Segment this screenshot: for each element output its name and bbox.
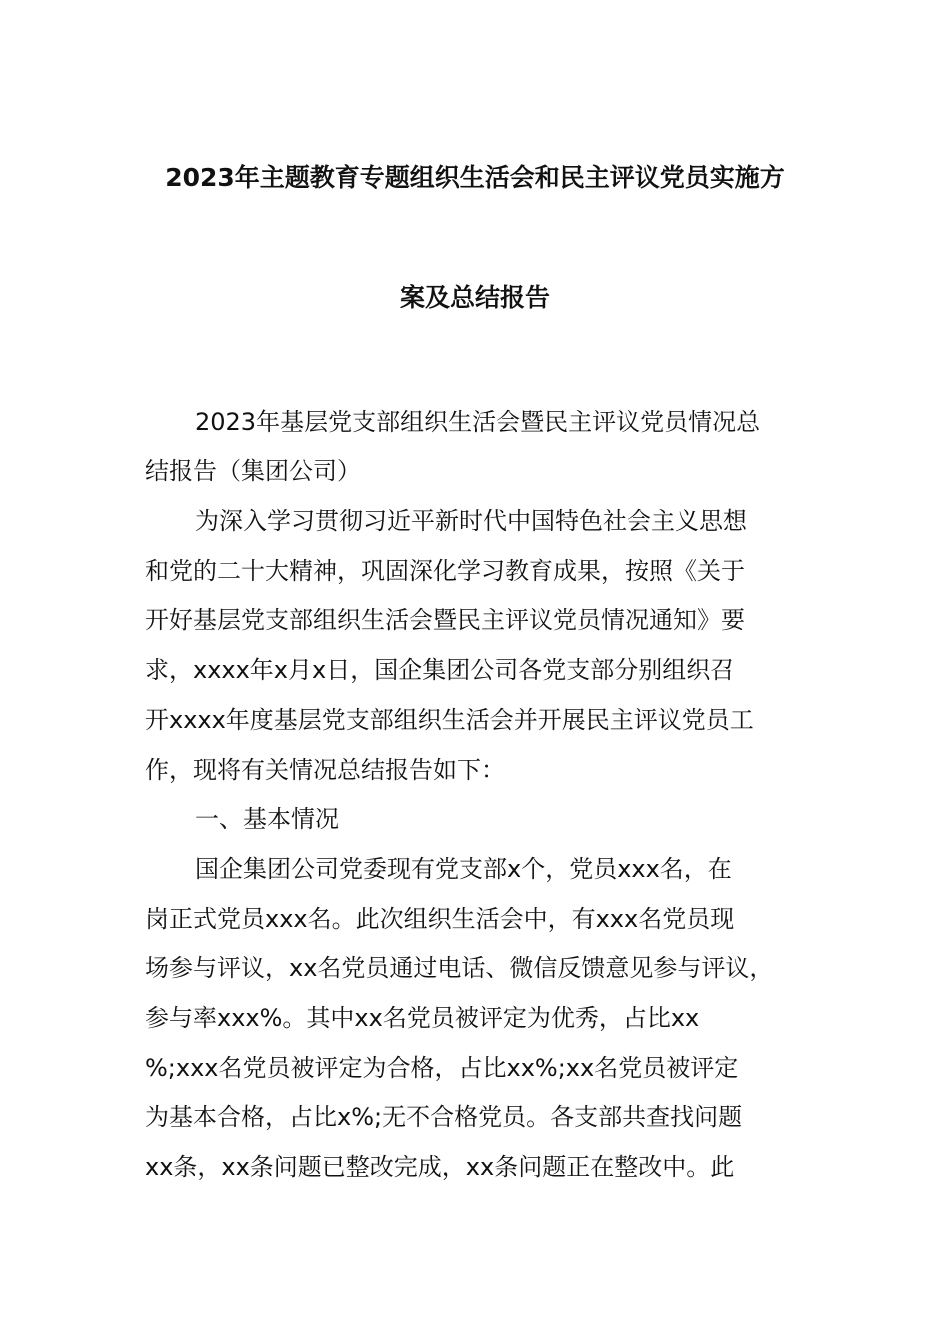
paragraph-1-line-3: 开好基层党支部组织生活会暨民主评议党员情况通知》要 xyxy=(145,606,745,634)
paragraph-1-line-4: 求，xxxx年x月x日，国企集团公司各党支部分别组织召 xyxy=(145,656,735,684)
paragraph-2-line-1: 国企集团公司党委现有党支部x个，党员xxx名，在 xyxy=(195,855,732,883)
paragraph-2-line-3: 场参与评议，xx名党员通过电话、微信反馈意见参与评议， xyxy=(145,954,774,982)
paragraph-2-line-4: 参与率xxx%。其中xx名党员被评定为优秀，占比xx xyxy=(145,1004,700,1032)
paragraph-1-line-2: 和党的二十大精神，巩固深化学习教育成果，按照《关于 xyxy=(145,557,745,585)
report-subtitle-line-1: 2023年基层党支部组织生活会暨民主评议党员情况总 xyxy=(195,408,761,436)
paragraph-1-line-5: 开xxxx年度基层党支部组织生活会并开展民主评议党员工 xyxy=(145,706,754,734)
section-heading-basic-situation: 一、基本情况 xyxy=(195,805,339,833)
paragraph-1-line-6: 作，现将有关情况总结报告如下： xyxy=(145,756,505,784)
paragraph-2-line-6: 为基本合格，占比x%;无不合格党员。各支部共查找问题 xyxy=(145,1103,743,1131)
paragraph-2-line-5: %;xxx名党员被评定为合格，占比xx%;xx名党员被评定 xyxy=(145,1054,739,1082)
paragraph-2-line-2: 岗正式党员xxx名。此次组织生活会中，有xxx名党员现 xyxy=(145,905,735,933)
document-title-line-1: 2023年主题教育专题组织生活会和民主评议党员实施方 xyxy=(165,163,785,192)
paragraph-2-line-7: xx条，xx条问题已整改完成，xx条问题正在整改中。此 xyxy=(145,1153,735,1181)
report-subtitle-line-2: 结报告（集团公司） xyxy=(145,457,361,485)
document-title-line-2: 案及总结报告 xyxy=(399,283,550,312)
paragraph-1-line-1: 为深入学习贯彻习近平新时代中国特色社会主义思想 xyxy=(195,507,747,535)
